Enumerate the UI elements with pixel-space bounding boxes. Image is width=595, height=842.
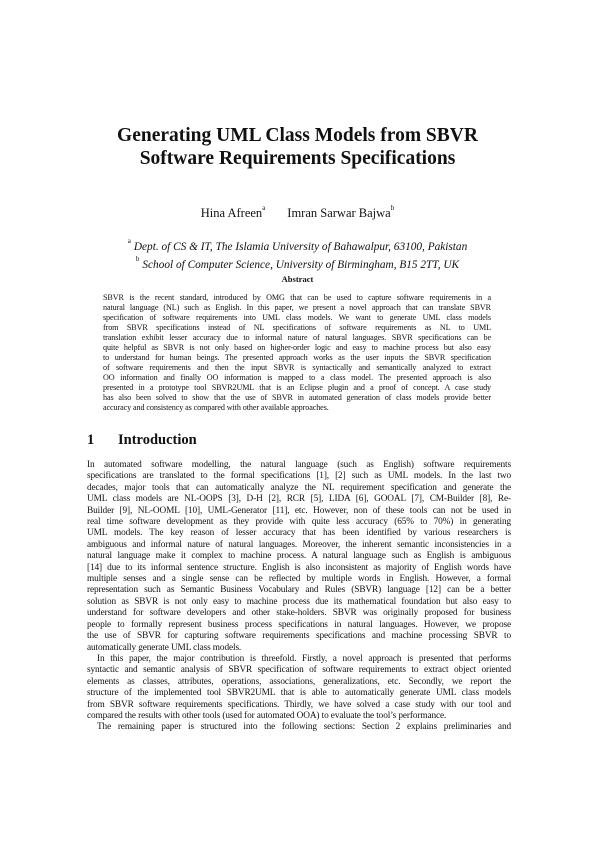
- author-name: Imran Sarwar Bajwa: [287, 206, 391, 221]
- section-title: Introduction: [118, 432, 197, 448]
- section-body: [87, 460, 511, 734]
- body-line: people to formally represent business process specifications in natural languages. However, we propose: [87, 619, 511, 630]
- affiliation-mark: a: [127, 237, 131, 245]
- abstract-line: OO information and finally OO information is mapped to a class model. The presented approach is also: [103, 373, 491, 382]
- section-heading: [87, 432, 197, 448]
- abstract-line: natural language (NL) such as English. In this paper, we present a novel approach that can translate SBVR: [103, 303, 491, 312]
- body-line: elements as classes, attributes, operations, associations, generalizations, etc. Secondly, we report the: [87, 676, 511, 687]
- body-line: Builder [9], NL-OOML [10], UML-Generator [11], etc. However, non of these tools can not be used in: [87, 505, 511, 516]
- affiliation: [0, 254, 595, 272]
- author-affil-mark: a: [262, 204, 266, 212]
- section-number: 1: [87, 432, 95, 448]
- body-line: real time software development as they provide with quite less accuracy (65% to 70%) in generating: [87, 517, 511, 528]
- body-line: natural language make it complex to machine process. A natural language such as English is ambiguous: [87, 551, 511, 562]
- body-line: decades, major tools that can automatically analyze the NL requirement specification and generate the: [87, 482, 511, 493]
- title-line-2: Software Requirements Specifications: [139, 148, 456, 169]
- body-line: specifications are translated to the formal specifications [1], [2] such as UML models. In the last two: [87, 471, 511, 482]
- body-line: solution as SBVR is not only easy to machine process due its mathematical foundation but also easy to: [87, 596, 511, 607]
- abstract-line: of software requirements and then the input SBVR is syntactically and semantically analyzed to extract: [103, 363, 491, 372]
- body-line: structure of the implemented tool SBVR2UML that is able to automatically generate UML class models: [87, 688, 511, 699]
- affiliation: [0, 236, 595, 254]
- body-line: In automated software modelling, the natural language (such as English) software requirements: [87, 460, 511, 470]
- title-line-1: Generating UML Class Models from SBVR: [117, 125, 478, 146]
- body-line: representation such as Semantic Business Vocabulary and Rules (SBVR) language [12] can be a better: [87, 585, 511, 596]
- body-line: ambiguous and informal nature of natural languages. Moreover, the inherent semantic inconsistencies in a: [87, 539, 511, 550]
- author-name: Hina Afreen: [200, 206, 263, 221]
- abstract-line: accuracy and consistency as compared with other available approaches.: [103, 403, 329, 412]
- abstract-line: has also been solved to show that the use of SBVR in automated generation of class models provide better: [103, 393, 491, 402]
- abstract-line: to understand for human beings. The presented approach works as the user inputs the SBVR specification: [103, 353, 491, 362]
- body-line: multiple senses and a single sense can be reflected by multiple words in English. However, a formal: [87, 574, 511, 585]
- abstract-line: from SBVR specifications instead of NL specifications of software requirements as NL to UML: [103, 323, 491, 332]
- abstract-body: [103, 293, 491, 413]
- author-list: [0, 203, 595, 221]
- body-line: from SBVR software requirements specifications. Thirdly, we have solved a case study with our tool and: [87, 699, 511, 710]
- body-line: syntactic and semantic analysis of SBVR specification of software requirements to extract object oriented: [87, 665, 511, 676]
- abstract-line: presented in a prototype tool SBVR2UML that is an Eclipse plugin and a proof of concept. A case study: [103, 383, 491, 392]
- paper-title: [60, 124, 535, 170]
- affiliation-text: Dept. of CS & IT, The Islamia University of Bahawalpur, 63100, Pakistan: [133, 240, 468, 253]
- abstract-line: translation exhibit lesser accuracy due to informal nature of natural languages. SBVR specifications can be: [103, 333, 491, 342]
- body-line: the use of SBVR for capturing software requirements specifications and machine processing SBVR to: [87, 631, 511, 642]
- abstract-line: specification of software requirements into UML class models. We want to generate UML class models: [103, 313, 491, 322]
- abstract-heading: Abstract: [281, 274, 314, 284]
- body-line: automatically generate UML class models.: [87, 642, 242, 653]
- body-line: compared the results with other tools (used for automated OOA) to evaluate the tool’s performance.: [87, 710, 447, 721]
- affiliation-list: [0, 236, 595, 272]
- abstract-line: SBVR is the recent standard, introduced by OMG that can be used to capture software requirements in a: [103, 293, 491, 302]
- body-line: UML models. The key reason of lesser accuracy that has been identified by various researchers is: [87, 528, 511, 539]
- author-affil-mark: b: [390, 204, 395, 212]
- affiliation-mark: b: [135, 254, 140, 263]
- abstract-line: quite helpful as SBVR is not only based on higher-order logic and easy to machine process but also easy: [103, 343, 491, 352]
- body-line: In this paper, the major contribution is threefold. Firstly, a novel approach is presented that performs: [97, 653, 511, 664]
- body-line: [14] due to its informal sentence structure. English is also inconsistent as majority of English words have: [87, 562, 511, 573]
- body-line: UML class models are NL-OOPS [3], D-H [2], RCR [5], LIDA [6], GOOAL [7], CM-Builder [8], Re-: [87, 494, 511, 505]
- body-line: understand for software developers and other stake-holders. SBVR was originally proposed for business: [87, 608, 511, 619]
- body-line: The remaining paper is structured into the following sections: Section 2 explains preliminaries and: [97, 722, 511, 733]
- affiliation-text: School of Computer Science, University of Birmingham, B15 2TT, UK: [142, 258, 460, 271]
